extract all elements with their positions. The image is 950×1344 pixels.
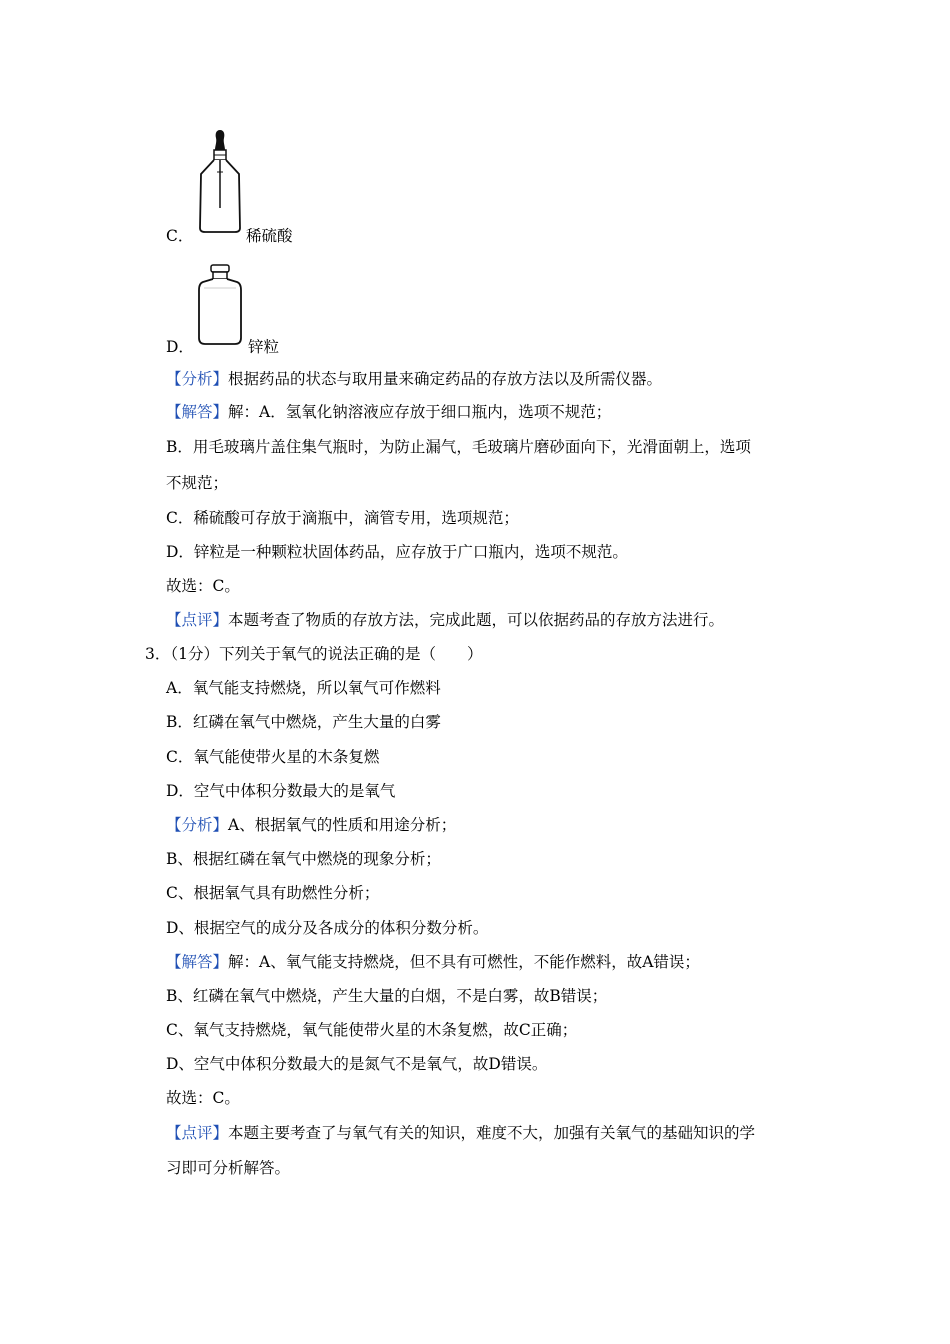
q2-choice: 故选：C。 (166, 577, 240, 595)
option-d-letter: D． (166, 338, 194, 356)
q2-answer-b1: B．用毛玻璃片盖住集气瓶时，为防止漏气，毛玻璃片磨砂面向下，光滑面朝上，选项 (166, 438, 751, 456)
analysis-tag: 【分析】 (166, 816, 229, 834)
q3-option-c: C．氧气能使带火星的木条复燃 (166, 748, 380, 766)
q3-answer-b: B、红磷在氧气中燃烧，产生大量的白烟，不是白雾，故B错误； (166, 987, 608, 1005)
comment-text: 本题考查了物质的存放方法，完成此题，可以依据药品的存放方法进行。 (228, 611, 725, 629)
answer-text-a: 解：A、氧气能支持燃烧，但不具有可燃性，不能作燃料，故A错误； (228, 953, 700, 971)
analysis-tag: 【分析】 (166, 370, 229, 388)
q3-comment-2: 习即可分析解答。 (166, 1159, 291, 1177)
q2-answer-c: C．稀硫酸可存放于滴瓶中，滴管专用，选项规范； (166, 509, 519, 527)
q2-answer (166, 401, 611, 423)
q2-analysis (166, 368, 662, 390)
answer-tag: 【解答】 (166, 953, 229, 971)
answer-tag: 【解答】 (166, 403, 229, 421)
q3-comment (166, 1122, 755, 1144)
q3-answer-c: C、氧气支持燃烧，氧气能使带火星的木条复燃，故C正确； (166, 1021, 578, 1039)
comment-tag: 【点评】 (166, 611, 229, 629)
q3-option-b: B．红磷在氧气中燃烧，产生大量的白雾 (166, 713, 441, 731)
wide-mouth-bottle-icon (196, 262, 244, 346)
option-d-label: 锌粒 (248, 338, 280, 356)
q2-answer-b2: 不规范； (166, 474, 229, 492)
q3-analysis (166, 814, 456, 836)
q3-stem: 3．（1分）下列关于氧气的说法正确的是（ ） (145, 645, 483, 663)
q3-option-d: D．空气中体积分数最大的是氧气 (166, 782, 396, 800)
analysis-text-a: A、根据氧气的性质和用途分析； (228, 816, 457, 834)
analysis-text: 根据药品的状态与取用量来确定药品的存放方法以及所需仪器。 (228, 370, 663, 388)
dropper-bottle-icon (196, 128, 244, 234)
comment-text-1: 本题主要考查了与氧气有关的知识，难度不大，加强有关氧气的基础知识的学 (228, 1124, 756, 1142)
q3-answer (166, 951, 700, 973)
q3-analysis-c: C、根据氧气具有助燃性分析； (166, 884, 380, 902)
option-c-letter: C． (166, 227, 194, 245)
q2-comment (166, 609, 724, 631)
q3-answer-d: D、空气中体积分数最大的是氮气不是氧气，故D错误。 (166, 1055, 548, 1073)
q3-option-a: A．氧气能支持燃烧，所以氧气可作燃料 (166, 679, 441, 697)
q3-choice: 故选：C。 (166, 1089, 240, 1107)
q3-analysis-d: D、根据空气的成分及各成分的体积分数分析。 (166, 919, 489, 937)
q2-answer-d: D．锌粒是一种颗粒状固体药品，应存放于广口瓶内，选项不规范。 (166, 543, 628, 561)
comment-tag: 【点评】 (166, 1124, 229, 1142)
option-c-label: 稀硫酸 (246, 227, 293, 245)
q3-analysis-b: B、根据红磷在氧气中燃烧的现象分析； (166, 850, 441, 868)
answer-text-a: 解：A．氢氧化钠溶液应存放于细口瓶内，选项不规范； (228, 403, 612, 421)
